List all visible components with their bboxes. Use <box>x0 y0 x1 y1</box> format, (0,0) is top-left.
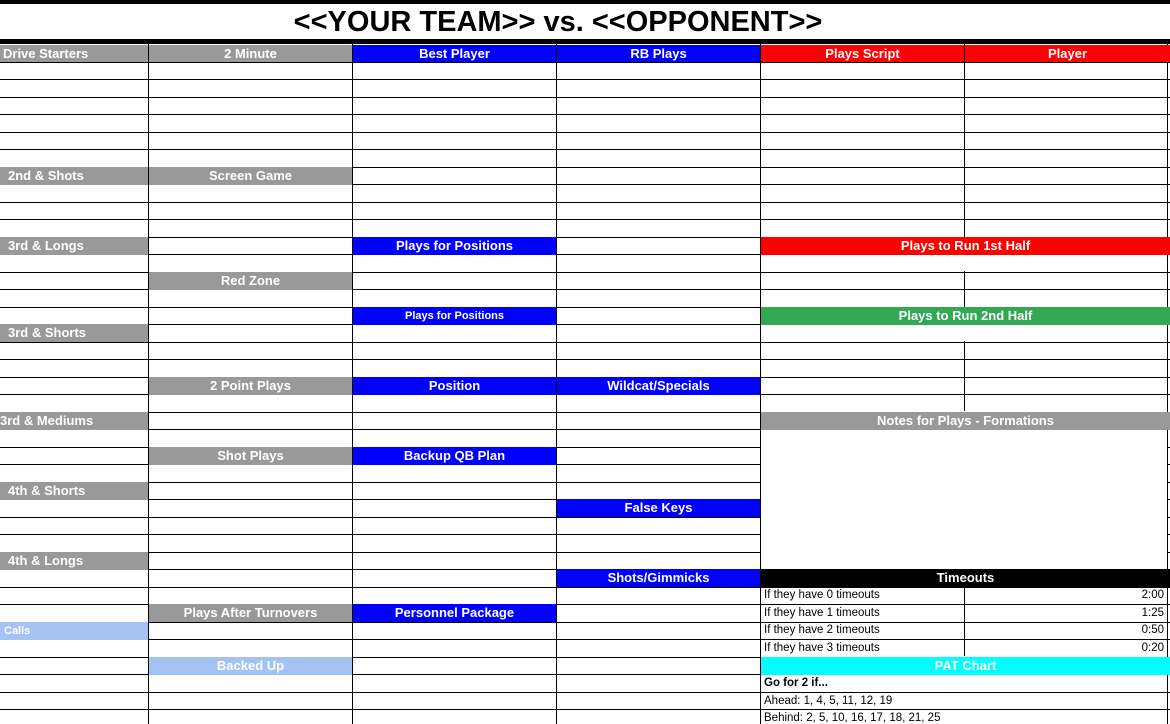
two-minute-header: 2 Minute <box>149 45 352 62</box>
false-keys-header: False Keys <box>557 499 760 517</box>
timeouts-header: Timeouts <box>761 569 1170 587</box>
timeout-time-1: 1:25 <box>1141 607 1164 619</box>
timeout-time-0: 2:00 <box>1141 589 1164 601</box>
second-shots-header: 2nd & Shots <box>0 167 148 185</box>
third-shorts-header: 3rd & Shorts <box>0 324 148 342</box>
grid-row-line <box>0 342 1170 343</box>
plays-run-2nd-half-header: Plays to Run 2nd Half <box>761 307 1170 325</box>
page-title: <<YOUR TEAM>> vs. <<OPPONENT>> <box>293 6 823 38</box>
pat-go-for-two: Go for 2 if... <box>764 677 828 689</box>
pat-chart-header: PAT Chart <box>761 657 1170 675</box>
game-plan-grid <box>0 43 1170 724</box>
shots-gimmicks-header: Shots/Gimmicks <box>557 569 760 587</box>
rb-plays-header: RB Plays <box>557 45 760 62</box>
fourth-longs-header: 4th & Longs <box>0 552 148 570</box>
best-player-header: Best Player <box>353 45 556 62</box>
pat-ahead: Ahead: 1, 4, 5, 11, 12, 19 <box>764 695 893 707</box>
notes-header: Notes for Plays - Formations <box>761 412 1170 430</box>
fourth-shorts-header: 4th & Shorts <box>0 482 148 500</box>
timeout-label-3: If they have 3 timeouts <box>764 642 880 654</box>
grid-row-line <box>0 219 1170 220</box>
timeout-label-2: If they have 2 timeouts <box>764 624 880 636</box>
red-zone-header: Red Zone <box>149 272 352 290</box>
grid-row-line <box>0 97 1170 98</box>
third-longs-header: 3rd & Longs <box>0 237 148 255</box>
backup-qb-header: Backup QB Plan <box>353 447 556 465</box>
timeout-time-2: 0:50 <box>1141 624 1164 636</box>
grid-row-line <box>0 114 1170 115</box>
grid-row-line <box>0 79 1170 80</box>
grid-row-line <box>0 149 1170 150</box>
calls-header: Calls <box>0 622 148 640</box>
grid-row-line <box>0 62 1170 63</box>
plays-script-header: Plays Script <box>761 45 964 62</box>
grid-row-line <box>0 359 1170 360</box>
plays-for-positions-header-1: Plays for Positions <box>353 237 556 255</box>
player-header: Player <box>965 45 1170 62</box>
two-point-header: 2 Point Plays <box>149 377 352 395</box>
shot-plays-header: Shot Plays <box>149 447 352 465</box>
timeout-label-0: If they have 0 timeouts <box>764 589 880 601</box>
timeout-time-3: 0:20 <box>1141 642 1164 654</box>
position-header: Position <box>353 377 556 395</box>
personnel-package-header: Personnel Package <box>353 604 556 622</box>
timeout-label-1: If they have 1 timeouts <box>764 607 880 619</box>
grid-row-line <box>0 132 1170 133</box>
notes-area[interactable] <box>761 429 1167 569</box>
pat-behind: Behind: 2, 5, 10, 16, 17, 18, 21, 25 <box>764 712 941 724</box>
grid-row-line <box>0 202 1170 203</box>
plays-run-1st-half-header: Plays to Run 1st Half <box>761 237 1170 255</box>
plays-for-positions-header-2: Plays for Positions <box>353 307 556 325</box>
screen-game-header: Screen Game <box>149 167 352 185</box>
drive-starters-header: Drive Starters <box>0 45 148 62</box>
third-mediums-header: 3rd & Mediums <box>0 412 148 430</box>
wildcat-header: Wildcat/Specials <box>557 377 760 395</box>
plays-after-turnovers-header: Plays After Turnovers <box>149 604 352 622</box>
backed-up-header: Backed Up <box>149 657 352 675</box>
